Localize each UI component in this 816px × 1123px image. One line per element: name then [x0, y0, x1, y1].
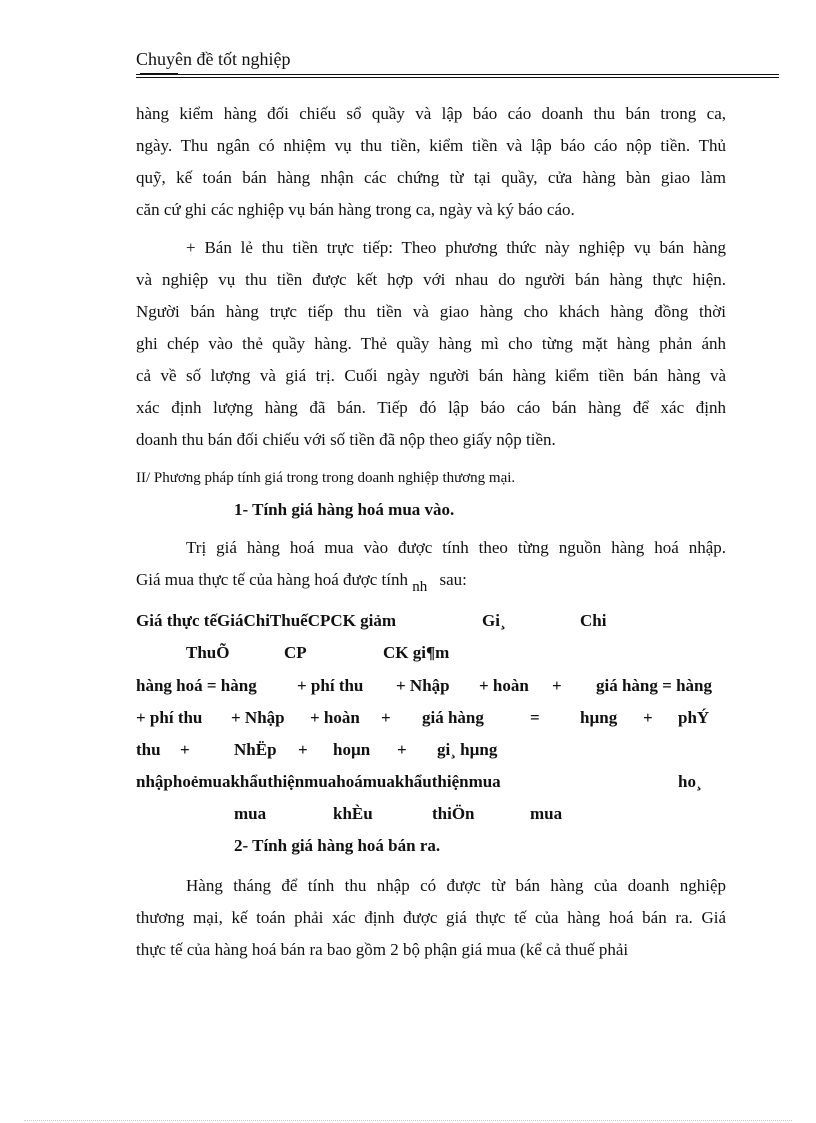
- formula-text: +: [180, 740, 190, 759]
- text-line: [136, 570, 467, 595]
- formula-text: + Nhập: [396, 676, 450, 695]
- formula-text: +: [298, 740, 308, 759]
- formula-text: thu: [136, 740, 161, 759]
- subsection-heading: 1- Tính giá hàng hoá mua vào.: [234, 500, 455, 519]
- formula-text: hàng hoá = hàng: [136, 676, 257, 695]
- formula-text: + hoàn: [479, 676, 529, 695]
- header-rule: [136, 74, 779, 78]
- text-fragment: sau:: [439, 570, 467, 589]
- text-line: ghi chép vào thẻ quầy hàng. Thẻ quầy hàng mì cho từng mặt hàng phản ánh: [136, 334, 726, 353]
- formula-text: Chi: [580, 611, 607, 630]
- section-heading: II/ Phương pháp tính giá trong trong doanh nghiệp thương mại.: [136, 470, 516, 486]
- formula-text: nhậphoẻmuakhẩuthiệnmuahoámuakhẩuthiệnmua: [136, 772, 501, 791]
- subsection-heading: 2- Tính giá hàng hoá bán ra.: [234, 836, 441, 855]
- page-bottom-rule: [24, 1120, 792, 1121]
- text-line: Trị giá hàng hoá mua vào được tính theo từng nguồn hàng hoá nhập.: [186, 538, 726, 557]
- formula-text: mua: [530, 804, 563, 823]
- formula-text: ThuÕ: [186, 643, 230, 662]
- formula-text: ho¸: [678, 772, 702, 791]
- formula-text: hµng: [580, 708, 618, 727]
- formula-text: giá hàng: [422, 708, 484, 727]
- formula-text: CP: [284, 643, 307, 662]
- header-title: Chuyên đề tốt nghiệp: [136, 49, 291, 69]
- text-fragment: Giá mua thực tế của hàng hoá được tính: [136, 570, 408, 589]
- formula-text: +: [381, 708, 391, 727]
- formula-text: khÈu: [333, 804, 373, 823]
- formula-text: Giá thực tếGiáChiThuếCPCK giảm: [136, 611, 397, 630]
- text-line: doanh thu bán đối chiếu với số tiền đã nộp theo giấy nộp tiền.: [136, 430, 556, 449]
- formula-text: CK gi¶m: [383, 643, 450, 662]
- formula-text: hoµn: [333, 740, 371, 759]
- text-line: xác định lượng hàng đã bán. Tiếp đó lập báo cáo bán hàng để xác định: [136, 398, 726, 417]
- formula-text: + phí thu: [136, 708, 203, 727]
- text-line: và nghiệp vụ thu tiền được kết hợp với nhau do người bán hàng thực hiện.: [136, 270, 726, 289]
- text-line: Người bán hàng trực tiếp thu tiền và giao hàng cho khách hàng đồng thời: [136, 302, 726, 321]
- text-line: + Bán lẻ thu tiền trực tiếp: Theo phương thức này nghiệp vụ bán hàng: [186, 238, 726, 257]
- text-line: thực tế của hàng hoá bán ra bao gồm 2 bộ phận giá mua (kể cả thuế phải: [136, 940, 629, 959]
- text-line: Hàng tháng để tính thu nhập có được từ bán hàng của doanh nghiệp: [186, 876, 726, 895]
- text-line: hàng kiểm hàng đối chiếu sổ quầy và lập báo cáo doanh thu bán trong ca,: [136, 104, 726, 123]
- formula-text: =: [530, 708, 540, 727]
- formula-text: +: [397, 740, 407, 759]
- formula-text: +: [552, 676, 562, 695]
- formula-text: + phí thu: [297, 676, 364, 695]
- formula-text: mua: [234, 804, 267, 823]
- text-line: thương mại, kế toán phải xác định được giá thực tế của hàng hoá bán ra. Giá: [136, 908, 726, 927]
- text-line: căn cứ ghi các nghiệp vụ bán hàng trong ca, ngày và ký báo cáo.: [136, 200, 575, 219]
- text-line: cả về số lượng và giá trị. Cuối ngày người bán hàng kiểm tiền bán hàng và: [136, 366, 726, 385]
- formula-text: + hoàn: [310, 708, 360, 727]
- formula-text: phÝ: [678, 708, 710, 727]
- formula-text: Gi¸: [482, 611, 506, 630]
- formula-text: gi¸ hµng: [437, 740, 498, 759]
- formula-text: +: [643, 708, 653, 727]
- text-line: ngày. Thu ngân có nhiệm vụ thu tiền, kiểm tiền và lập báo cáo nộp tiền. Thủ: [136, 136, 726, 155]
- formula-text: thiÖn: [432, 804, 475, 823]
- formula-text: giá hàng = hàng: [596, 676, 712, 695]
- formula-text: NhËp: [234, 740, 277, 759]
- text-fragment: nh: [412, 579, 428, 595]
- text-line: quỹ, kế toán bán hàng nhận các chứng từ tại quầy, cửa hàng bàn giao làm: [136, 168, 726, 187]
- formula-text: + Nhập: [231, 708, 285, 727]
